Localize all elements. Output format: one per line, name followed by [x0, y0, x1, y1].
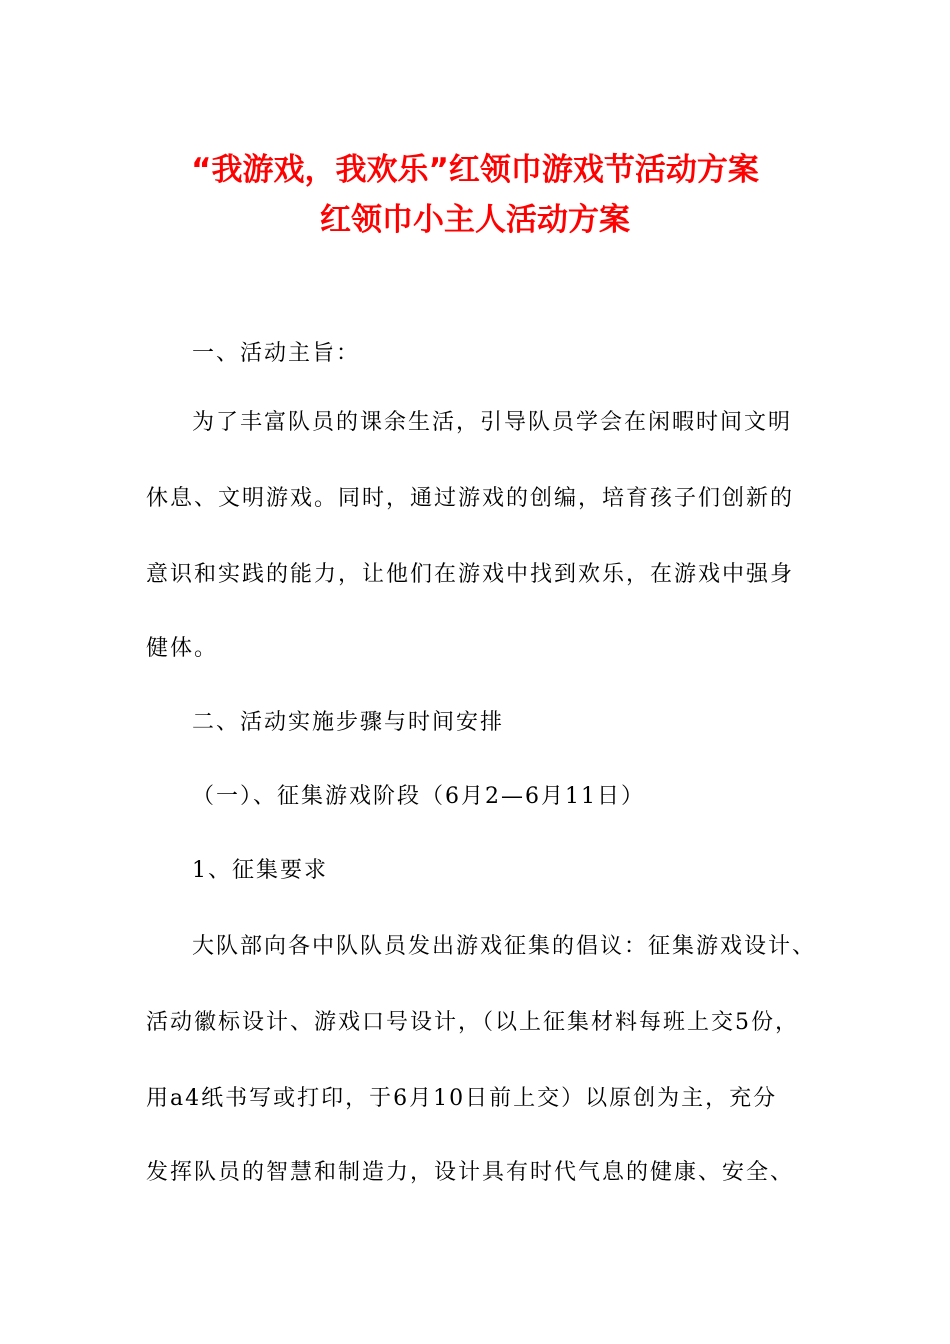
item1-line-3: 用a4纸书写或打印，于6月10日前上交）以原创为主，充分 [146, 1086, 778, 1111]
document-subtitle: 红领巾小主人活动方案 [320, 202, 630, 238]
section1-line-3: 意识和实践的能力，让他们在游戏中找到欢乐，在游戏中强身 [146, 562, 795, 587]
document-title: “我游戏，我欢乐”红领巾游戏节活动方案 [191, 152, 759, 188]
section1-line-4: 健体。 [146, 636, 219, 661]
section1-line-1: 为了丰富队员的课余生活，引导队员学会在闲暇时间文明 [192, 410, 793, 435]
item1-heading: 1、征集要求 [192, 858, 328, 883]
item1-line-1: 大队部向各中队队员发出游戏征集的倡议：征集游戏设计、 [192, 934, 817, 959]
item1-line-4: 发挥队员的智慧和制造力，设计具有时代气息的健康、安全、 [146, 1160, 795, 1185]
item1-line-2: 活动徽标设计、游戏口号设计，（以上征集材料每班上交5份， [146, 1010, 799, 1035]
section1-heading: 一、活动主旨： [192, 341, 361, 366]
section2-heading: 二、活动实施步骤与时间安排 [192, 710, 505, 735]
stage1-heading: （一）、征集游戏阶段（6月2—6月11日） [192, 784, 645, 809]
section1-line-2: 休息、文明游戏。同时，通过游戏的创编，培育孩子们创新的 [146, 486, 795, 511]
